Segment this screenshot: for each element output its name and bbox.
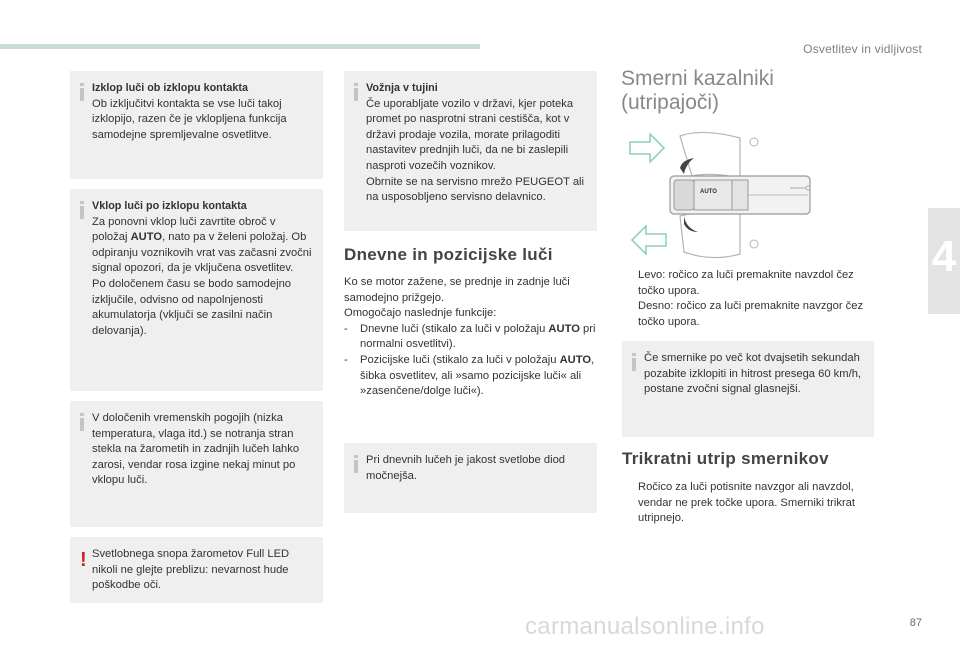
box-body-2: Obrnite se na servisno mrežo PEUGEOT ali na usposobljeno servisno delavnico. <box>366 175 585 204</box>
paragraph: Ko se motor zažene, se prednje in zadnje luči samodejno prižgejo. <box>344 276 570 304</box>
list-item: Levo: ročico za luči premaknite navzdol čez točko upora. <box>638 269 854 297</box>
info-box-condensation <box>70 401 323 527</box>
section-title: Osvetlitev in vidljivost <box>803 42 922 56</box>
paragraph: Omogočajo naslednje funkcije: <box>344 307 497 320</box>
list-item: Ročico za luči potisnite navzgor ali navzdol, vendar ne prek točke upora. Smerniki trikrat utripnejo. <box>638 481 856 525</box>
box-body: Pri dnevnih lučeh je jakost svetlobe diod močnejša. <box>366 454 566 482</box>
box-body: Ob izključitvi kontakta se vse luči takoj izklopijo, razen če je vklopljena funkcija samodejne spremljevalne osvetlitve. <box>92 97 287 141</box>
info-box-turn-signal-alert <box>622 341 874 437</box>
box-body: Svetlobnega snopa žarometov Full LED nikoli ne glejte preblizu: nevarnost hude poškodbe oči. <box>92 548 290 592</box>
info-icon <box>354 455 358 473</box>
triple-flash-instructions <box>622 480 874 527</box>
heading-daytime-lights: Dnevne in pozicijske luči <box>344 245 553 264</box>
stalk-auto-label: AUTO <box>700 189 717 195</box>
list-item: Desno: ročico za luči premaknite navzgor čez točko upora. <box>638 300 864 328</box>
list-item: - Pozicijske luči (stikalo za luči v položaju AUTO, šibka osvetlitev, ali »samo pozicijske luči« ali »zasenčene/dolge luči«). <box>344 353 595 398</box>
chapter-tab <box>928 208 960 314</box>
box-title: Izklop luči ob izklopu kontakta <box>92 82 248 94</box>
turn-signal-instructions <box>622 268 874 330</box>
list-item: - Dnevne luči (stikalo za luči v položaju AUTO pri normalni osvetlitvi). <box>344 322 596 351</box>
info-icon <box>80 201 84 219</box>
stalk-illustration <box>622 128 872 263</box>
watermark: carmanualsonline.info <box>525 613 765 640</box>
info-box-lights-on <box>70 189 323 391</box>
chapter-number: 4 <box>931 232 957 281</box>
info-icon <box>80 413 84 431</box>
info-box-led-intensity <box>344 443 597 513</box>
heading-triple-flash: Trikratni utrip smernikov <box>622 449 829 468</box>
info-box-lights-off <box>70 71 323 179</box>
info-icon <box>632 353 636 371</box>
box-body-2: Po določenem času se bodo samodejno izključile, odvisno od napolnjenosti akumulatorja (vključi se zasilni način delovanja). <box>92 277 292 337</box>
info-icon <box>354 83 358 101</box>
warning-icon: ! <box>80 549 87 571</box>
box-title: Vklop luči po izklopu kontakta <box>92 200 247 212</box>
box-body: Če smernike po več kot dvajsetih sekundah pozabite izklopiti in hitrost presega 60 km/h, postane zvočni signal glasnejši. <box>644 352 862 396</box>
heading-turn-signals: Smerni kazalniki (utripajoči) <box>621 67 774 114</box>
daytime-lights-text <box>344 275 600 400</box>
page-number: 87 <box>909 617 922 629</box>
box-body: Če uporabljate vozilo v državi, kjer poteka promet po nasprotni strani cestišča, kot v državi prodaje vozila, morate prilagoditi nastavitev prednjih luči, da ne bi zaslepili nasproti vozečih voznikov. <box>366 97 574 172</box>
box-body: Za ponovni vklop luči zavrtite obroč v položaj AUTO, nato pa v želeni položaj. Ob odpiranju voznikovih vrat vas začasni zvočni signal opozori, da je vključena osvetlitev. <box>92 215 312 275</box>
box-title: Vožnja v tujini <box>366 82 438 94</box>
box-body: V določenih vremenskih pogojih (nizka temperatura, vlaga itd.) se notranja stran stekla na žarometih in zadnjih lučeh lahko zarosi, vendar rosa izgine nekaj minut po vklopu luči. <box>92 412 300 487</box>
info-icon <box>80 83 84 101</box>
warning-box-led <box>70 537 323 603</box>
info-box-abroad <box>344 71 597 231</box>
header-accent-bar <box>0 44 480 49</box>
